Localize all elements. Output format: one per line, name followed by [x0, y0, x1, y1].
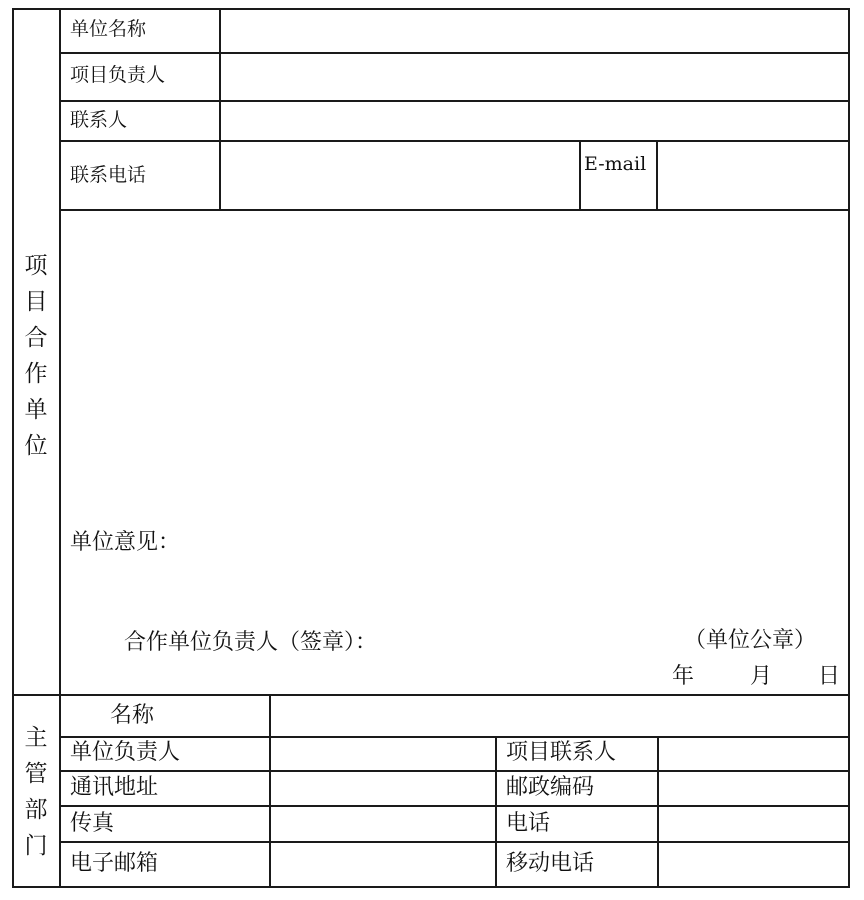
unit-name-label: 单位名称	[70, 18, 147, 40]
email-label-left	[579, 140, 581, 210]
mobile-label: 移动电话	[506, 851, 595, 876]
email-field[interactable]	[658, 142, 848, 209]
opinion-area[interactable]	[61, 211, 848, 694]
fax-label: 传真	[70, 811, 115, 836]
cooperation-form	[12, 8, 850, 888]
project-lead-field[interactable]	[221, 54, 848, 100]
partner-side-label: 项目合作单位	[24, 253, 48, 459]
email-box-label: 电子邮箱	[70, 851, 159, 876]
phone-field[interactable]	[221, 142, 579, 209]
mid-column-divider	[495, 736, 497, 888]
opinion-label: 单位意见：	[70, 530, 181, 555]
phone-label: 联系电话	[70, 164, 147, 186]
authority-name-label: 名称	[110, 703, 155, 728]
unit-lead-label: 单位负责人	[70, 740, 181, 765]
postcode-label: 邮政编码	[506, 775, 595, 800]
unit-lead-field[interactable]	[271, 738, 495, 770]
email-box-field[interactable]	[271, 843, 495, 886]
address-field[interactable]	[271, 772, 495, 805]
date-day: 日	[818, 664, 841, 689]
telephone-field[interactable]	[659, 807, 848, 841]
unit-name-field[interactable]	[221, 10, 848, 52]
contact-field[interactable]	[221, 102, 848, 140]
date-year: 年	[672, 664, 695, 689]
signature-label: 合作单位负责人（签章）：	[124, 630, 378, 655]
postcode-field[interactable]	[659, 772, 848, 805]
border-bottom	[12, 886, 850, 888]
project-lead-label: 项目负责人	[70, 64, 166, 86]
border-left	[12, 8, 14, 888]
project-contact-field[interactable]	[659, 738, 848, 770]
authority-name-field[interactable]	[271, 696, 848, 736]
seal-label: （单位公章）	[684, 628, 817, 653]
fax-field[interactable]	[271, 807, 495, 841]
telephone-label: 电话	[506, 811, 551, 836]
date-month: 月	[750, 664, 773, 689]
email-label: E-mail	[584, 153, 647, 175]
authority-side-label: 主管部门	[24, 725, 48, 859]
mobile-field[interactable]	[659, 843, 848, 886]
project-contact-label: 项目联系人	[506, 740, 617, 765]
contact-label: 联系人	[70, 109, 128, 131]
address-label: 通讯地址	[70, 775, 159, 800]
